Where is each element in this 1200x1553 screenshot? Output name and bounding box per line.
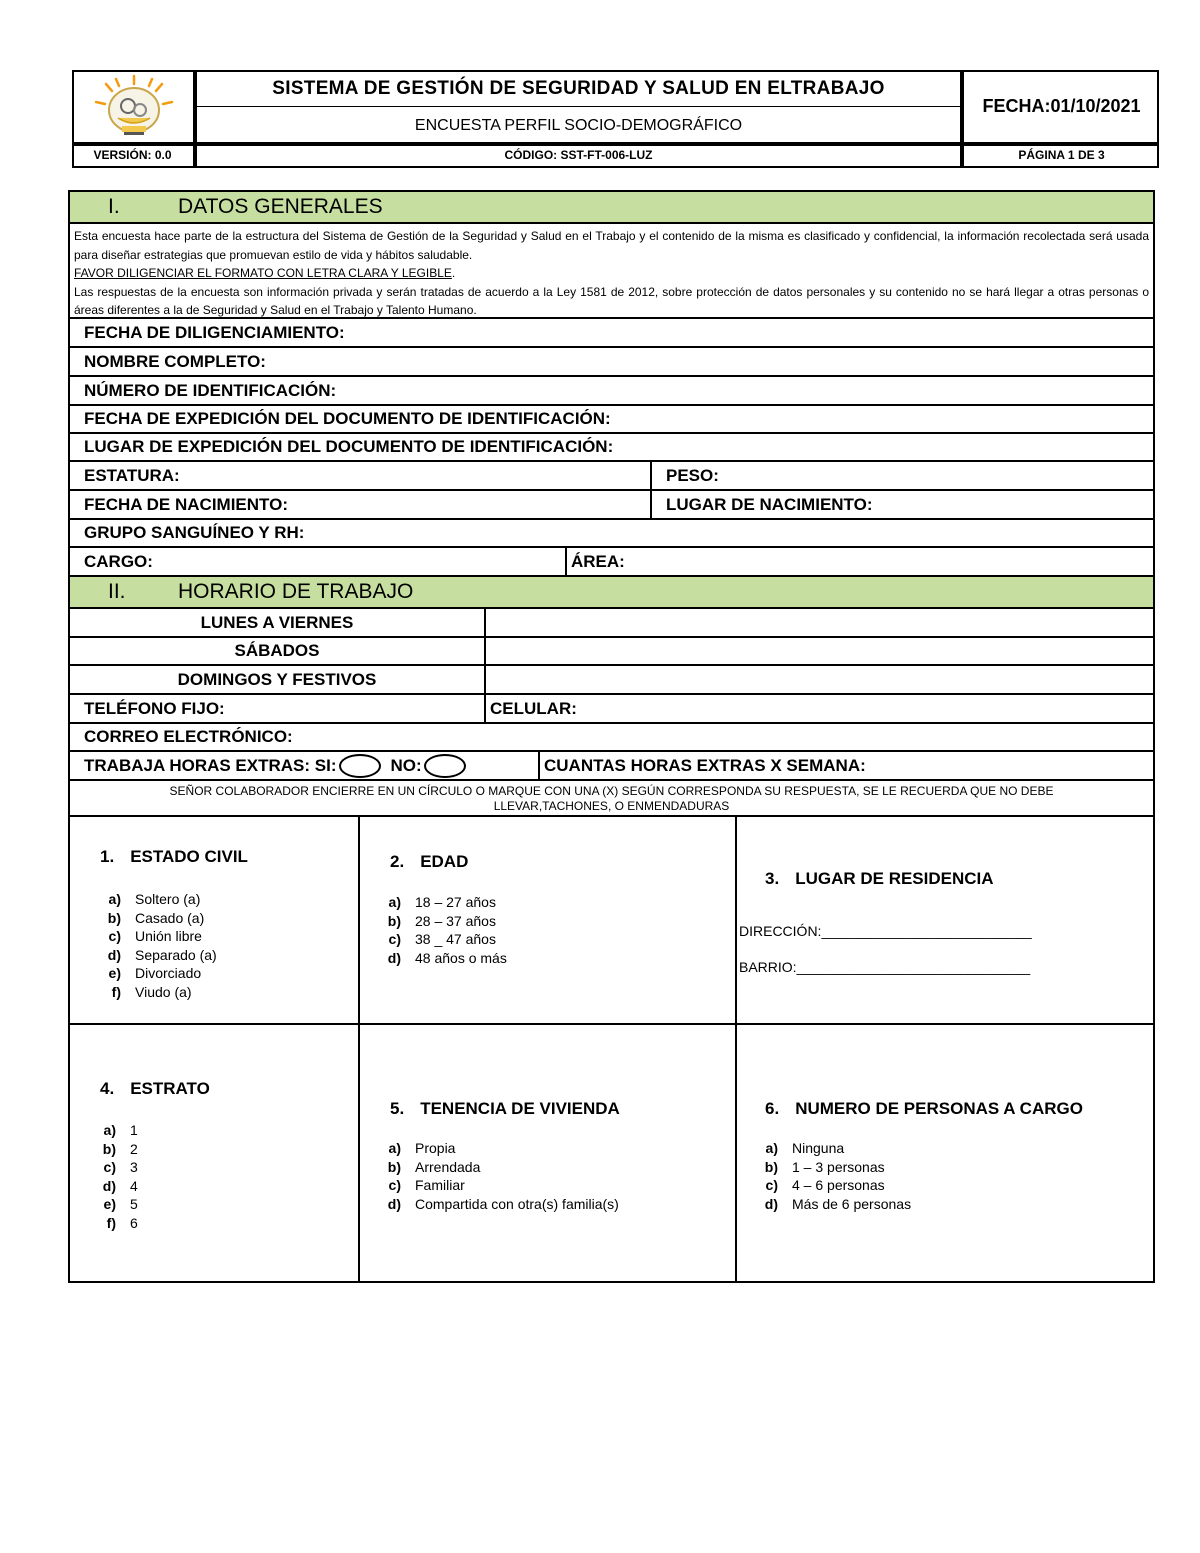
header-date: FECHA:01/10/2021 xyxy=(982,96,1141,116)
option-letter: a) xyxy=(108,891,121,908)
numero-identificacion-field[interactable]: NÚMERO DE IDENTIFICACIÓN: xyxy=(70,377,1153,406)
option-letter: d) xyxy=(764,1195,778,1212)
option-label: Ninguna xyxy=(792,1140,845,1157)
option-label: Unión libre xyxy=(135,928,202,945)
option-item[interactable] xyxy=(752,1176,1132,1195)
option-item[interactable] xyxy=(95,890,345,909)
lugar-expedicion-field[interactable]: LUGAR DE EXPEDICIÓN DEL DOCUMENTO DE IDENTIFICACIÓN: xyxy=(70,434,1153,462)
option-item[interactable] xyxy=(90,1177,290,1196)
option-letter: c) xyxy=(108,928,121,945)
telefono-fijo-field[interactable]: TELÉFONO FIJO: xyxy=(70,695,486,724)
option-label: 5 xyxy=(130,1196,138,1213)
option-item[interactable] xyxy=(375,893,695,912)
option-letter: a) xyxy=(765,1140,778,1157)
barrio-field[interactable]: BARRIO:______________________________ xyxy=(739,959,1031,975)
header-code: CÓDIGO: SST-FT-006-LUZ xyxy=(504,148,653,162)
option-letter: a) xyxy=(103,1122,116,1139)
option-item[interactable] xyxy=(90,1195,290,1214)
option-letter: f) xyxy=(106,1214,116,1231)
option-label: 1 – 3 personas xyxy=(792,1158,885,1175)
option-label: Viudo (a) xyxy=(135,983,192,1000)
option-letter: d) xyxy=(102,1177,116,1194)
option-label: Compartida con otra(s) familia(s) xyxy=(415,1195,619,1212)
no-circle[interactable] xyxy=(424,754,466,778)
option-item[interactable] xyxy=(90,1158,290,1177)
section-number: II. xyxy=(108,580,126,603)
option-letter: c) xyxy=(388,931,401,948)
option-letter: b) xyxy=(764,1158,778,1175)
option-item[interactable] xyxy=(95,964,345,983)
header-version: VERSIÓN: 0.0 xyxy=(93,148,172,162)
section-title: HORARIO DE TRABAJO xyxy=(178,580,414,603)
lunes-viernes-label: LUNES A VIERNES xyxy=(70,609,486,638)
celular-field[interactable]: CELULAR: xyxy=(486,695,1153,724)
option-label: Separado (a) xyxy=(135,946,217,963)
horas-extras-field[interactable]: TRABAJA HORAS EXTRAS: SI: NO: xyxy=(70,752,540,781)
cuantas-horas-field[interactable]: CUANTAS HORAS EXTRAS X SEMANA: xyxy=(540,752,1153,781)
option-label: Arrendada xyxy=(415,1158,481,1175)
option-letter: b) xyxy=(387,1158,401,1175)
company-logo xyxy=(78,74,190,140)
option-label: 38 _ 47 años xyxy=(415,931,496,948)
option-item[interactable] xyxy=(752,1158,1132,1177)
fecha-diligenciamiento-field[interactable]: FECHA DE DILIGENCIAMIENTO: xyxy=(70,319,1153,348)
option-letter: b) xyxy=(107,909,121,926)
domingos-festivos-input[interactable] xyxy=(486,666,1153,695)
personas-cargo-options xyxy=(752,1139,1132,1213)
correo-electronico-field[interactable]: CORREO ELECTRÓNICO: xyxy=(70,724,1153,752)
question-estado-civil: 1. ESTADO CIVIL a) Soltero (a) b) Casado (a) c) Unión libre d) Separado (a) e) Divorciado f) Viudo (a) xyxy=(70,817,358,1023)
question-tenencia-vivienda: 5. TENENCIA DE VIVIENDA a) Propia b) Arrendada c) Familiar d) Compartida con otra(s) familia(s) xyxy=(360,1025,735,1283)
intro-text xyxy=(70,224,1153,319)
option-label: Casado (a) xyxy=(135,909,205,926)
grupo-sanguineo-field[interactable]: GRUPO SANGUÍNEO Y RH: xyxy=(70,520,1153,548)
tenencia-vivienda-options xyxy=(375,1139,725,1213)
domingos-festivos-label: DOMINGOS Y FESTIVOS xyxy=(70,666,486,695)
option-label: 48 años o más xyxy=(415,949,507,966)
estrato-options xyxy=(90,1121,290,1232)
intro-paragraph-3: Las respuestas de la encuesta son información privada y serán tratadas de acuerdo a la Ley 1581 de 2012, sobre protección de datos personales y su contenido no se hará llegar a otras personas o áreas diferentes a la de Seguridad y Salud en el Trabajo y Talento Humano. xyxy=(74,284,1149,317)
option-label: 18 – 27 años xyxy=(415,894,496,911)
option-label: 1 xyxy=(130,1122,138,1139)
option-item[interactable] xyxy=(95,946,345,965)
question-lugar-residencia: 3. LUGAR DE RESIDENCIA DIRECCIÓN:___________________________ BARRIO:______________________________ xyxy=(739,869,1032,975)
header-title: SISTEMA DE GESTIÓN DE SEGURIDAD Y SALUD EN ELTRABAJO xyxy=(272,78,885,99)
option-letter: d) xyxy=(107,946,121,963)
option-item[interactable] xyxy=(375,930,695,949)
instruccion-texto: SEÑOR COLABORADOR ENCIERRE EN UN CÍRCULO O MARQUE CON UNA (X) SEGÚN CORRESPONDA SU RESPUESTA, SE LE RECUERDA QUE NO DEBE LLEVAR,TACHONES, O ENMENDADURAS xyxy=(70,781,1153,817)
option-letter: a) xyxy=(388,894,401,911)
sabados-input[interactable] xyxy=(486,638,1153,666)
option-item[interactable] xyxy=(375,912,695,931)
question-estrato: 4. ESTRATO a) 1 b) 2 c) 3 d) 4 e) 5 f) 6 xyxy=(70,1025,358,1283)
option-label: 2 xyxy=(130,1140,138,1157)
option-letter: e) xyxy=(103,1196,116,1213)
lunes-viernes-input[interactable] xyxy=(486,609,1153,638)
option-label: 4 – 6 personas xyxy=(792,1177,885,1194)
lugar-nacimiento-field[interactable]: LUGAR DE NACIMIENTO: xyxy=(652,491,1153,520)
question-edad: 2. EDAD a) 18 – 27 años b) 28 – 37 años c) 38 _ 47 años d) 48 años o más xyxy=(360,817,735,1023)
option-item[interactable] xyxy=(90,1214,290,1233)
option-letter: b) xyxy=(102,1140,116,1157)
option-letter: a) xyxy=(388,1140,401,1157)
section-horario-trabajo xyxy=(70,577,1153,609)
option-letter: e) xyxy=(108,965,121,982)
section-number: I. xyxy=(108,195,120,218)
option-label: 3 xyxy=(130,1159,138,1176)
cargo-field[interactable]: CARGO: xyxy=(70,548,567,577)
option-item[interactable] xyxy=(752,1195,1132,1214)
option-item[interactable] xyxy=(90,1140,290,1159)
option-letter: d) xyxy=(387,949,401,966)
option-label: 4 xyxy=(130,1177,138,1194)
intro-paragraph-2: FAVOR DILIGENCIAR EL FORMATO CON LETRA CLARA Y LEGIBLE. xyxy=(74,266,456,280)
estado-civil-options xyxy=(95,890,345,1001)
fecha-expedicion-field[interactable]: FECHA DE EXPEDICIÓN DEL DOCUMENTO DE IDENTIFICACIÓN: xyxy=(70,406,1153,434)
estatura-field[interactable]: ESTATURA: xyxy=(70,462,652,491)
header-page: PÁGINA 1 DE 3 xyxy=(1018,148,1105,162)
option-label: Soltero (a) xyxy=(135,891,201,908)
option-letter: f) xyxy=(111,983,121,1000)
option-label: 6 xyxy=(130,1214,138,1231)
direccion-field[interactable]: DIRECCIÓN:___________________________ xyxy=(739,923,1032,939)
peso-field[interactable]: PESO: xyxy=(652,462,1153,491)
edad-options xyxy=(375,893,695,967)
option-letter: b) xyxy=(387,912,401,929)
option-letter: c) xyxy=(103,1159,116,1176)
option-item[interactable] xyxy=(375,1139,725,1158)
option-item[interactable] xyxy=(375,1158,725,1177)
option-item[interactable] xyxy=(752,1139,1132,1158)
option-item[interactable] xyxy=(375,1195,725,1214)
option-label: Divorciado xyxy=(135,965,202,982)
section-title: DATOS GENERALES xyxy=(178,195,383,218)
section-datos-generales xyxy=(70,192,1153,224)
option-label: Más de 6 personas xyxy=(792,1195,912,1212)
question-personas-cargo: 6. NUMERO DE PERSONAS A CARGO a) Ninguna b) 1 – 3 personas c) 4 – 6 personas d) Más de 6 personas xyxy=(737,1025,1153,1283)
option-letter: c) xyxy=(765,1177,778,1194)
fecha-nacimiento-field[interactable]: FECHA DE NACIMIENTO: xyxy=(70,491,652,520)
option-item[interactable] xyxy=(375,949,695,968)
option-item[interactable] xyxy=(90,1121,290,1140)
option-label: 28 – 37 años xyxy=(415,912,496,929)
option-item[interactable] xyxy=(95,983,345,1002)
nombre-completo-field[interactable]: NOMBRE COMPLETO: xyxy=(70,348,1153,377)
option-letter: c) xyxy=(388,1177,401,1194)
header-subtitle: ENCUESTA PERFIL SOCIO-DEMOGRÁFICO xyxy=(414,117,743,134)
option-item[interactable] xyxy=(95,927,345,946)
option-item[interactable] xyxy=(95,909,345,928)
sabados-label: SÁBADOS xyxy=(70,638,486,666)
option-label: Propia xyxy=(415,1140,456,1157)
area-field[interactable]: ÁREA: xyxy=(567,548,1153,577)
intro-instruction: FAVOR DILIGENCIAR EL FORMATO CON LETRA CLARA Y LEGIBLE xyxy=(74,266,452,280)
intro-paragraph-1: Esta encuesta hace parte de la estructura del Sistema de Gestión de la Seguridad y Salud en el Trabajo y el contenido de la misma es clasificado y confidencial, la información recolectada será usada para diseñar estrategias que promuevan estilo de vida y hábitos saludable. xyxy=(74,229,1149,262)
si-circle[interactable] xyxy=(339,754,381,778)
option-item[interactable] xyxy=(375,1176,725,1195)
option-letter: d) xyxy=(387,1195,401,1212)
option-label: Familiar xyxy=(415,1177,465,1194)
